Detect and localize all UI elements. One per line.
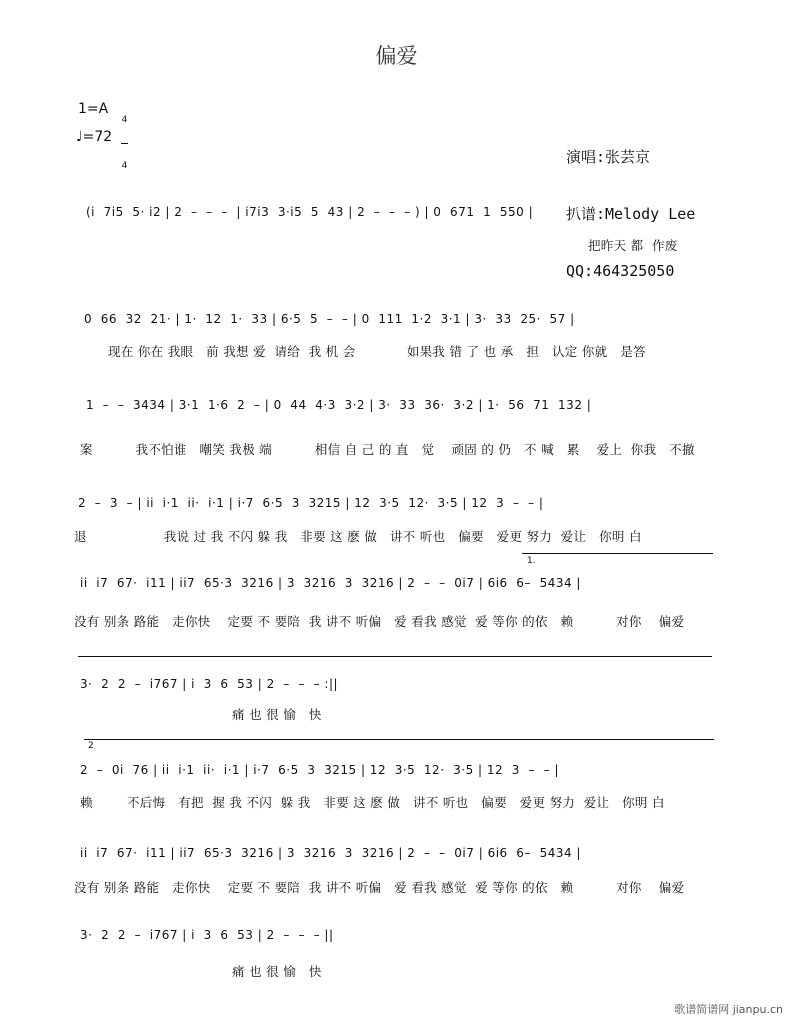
site-watermark: 歌谱简谱网 jianpu.cn: [674, 1003, 783, 1016]
volta-1-bracket: [522, 553, 713, 554]
score-row-3-notes: 1 – – 3434 | 3·1 1·6 2 – | 0 44 4·3 3·2 | 3· 33 36· 3·2 | 1· 56 71 132 |: [86, 398, 592, 412]
transcriber-credit: 扒谱:Melody Lee: [566, 205, 696, 223]
time-signature: [121, 98, 128, 180]
singer-credit: 演唱:张芸京: [566, 148, 651, 166]
score-row-1-lyrics: 把昨天 都 作废: [588, 238, 678, 253]
volta-2-label: 2: [88, 741, 94, 751]
score-row-5-notes: ii i7 67· i11 | ii7 65·3 3216 | 3 3216 3 3216 | 2 – – 0i7 | 6i6 6– 5434 |: [80, 576, 581, 590]
score-row-7-notes: 2 – 0i 76 | ii i·1 ii· i·1 | i·7 6·5 3 3215 | 12 3·5 12· 3·5 | 12 3 – – |: [80, 763, 560, 777]
score-row-9-notes: 3· 2 2 – i767 | i 3 6 53 | 2 – – – ||: [80, 928, 334, 942]
volta-1-continuation-line: [78, 656, 712, 657]
score-row-6-notes: 3· 2 2 – i767 | i 3 6 53 | 2 – – – :||: [80, 677, 339, 691]
volta-2-bracket: [84, 739, 714, 740]
score-row-6-lyrics: 痛 也 很 愉 快: [232, 707, 322, 722]
credits-block: [566, 110, 695, 300]
score-row-7-lyrics: 赖 不后悔 有把 握 我 不闪 躲 我 非要 这 麽 做 讲不 听也 偏要 爱更 努力 爱让 你明 白: [80, 795, 665, 810]
score-row-1-notes: (i 7i5 5· i2 | 2 – – – | i7i3 3·i5 5 43 | 2 – – – ) | 0 671 1 550 |: [86, 205, 534, 219]
time-signature-top: 4: [121, 115, 128, 125]
volta-1-label: 1.: [527, 556, 536, 566]
score-row-2-lyrics: 现在 你在 我眼 前 我想 爱 请给 我 机 会 如果我 错 了 也 承 担 认定 你就 是答: [108, 344, 646, 359]
score-row-8-notes: ii i7 67· i11 | ii7 65·3 3216 | 3 3216 3 3216 | 2 – – 0i7 | 6i6 6– 5434 |: [80, 846, 581, 860]
key-signature: 1=A: [78, 101, 109, 117]
score-row-4-lyrics: 退 我说 过 我 不闪 躲 我 非要 这 麽 做 讲不 听也 偏要 爱更 努力 爱让 你明 白: [74, 529, 642, 544]
time-signature-bottom: 4: [121, 161, 128, 171]
tempo-marking: ♩=72: [76, 129, 113, 145]
song-title: 偏爱: [375, 44, 418, 68]
score-row-3-lyrics: 案 我不怕谁 嘲笑 我极 端 相信 自 己 的 直 觉 顽固 的 仍 不 喊 累 爱上 你我 不撤: [80, 442, 695, 457]
score-row-5-lyrics: 没有 别条 路能 走你快 定要 不 要陪 我 讲不 听偏 爱 看我 感觉 爱 等你 的依 赖 对你 偏爱: [74, 614, 685, 629]
score-row-4-notes: 2 – 3 – | ii i·1 ii· i·1 | i·7 6·5 3 3215 | 12 3·5 12· 3·5 | 12 3 – – |: [78, 496, 544, 510]
score-row-2-notes: 0 66 32 21· | 1· 12 1· 33 | 6·5 5 – – | 0 111 1·2 3·1 | 3· 33 25· 57 |: [84, 312, 575, 326]
score-row-8-lyrics: 没有 别条 路能 走你快 定要 不 要陪 我 讲不 听偏 爱 看我 感觉 爱 等你 的依 赖 对你 偏爱: [74, 880, 685, 895]
score-row-9-lyrics: 痛 也 很 愉 快: [232, 964, 322, 979]
qq-credit: QQ:464325050: [566, 262, 675, 280]
